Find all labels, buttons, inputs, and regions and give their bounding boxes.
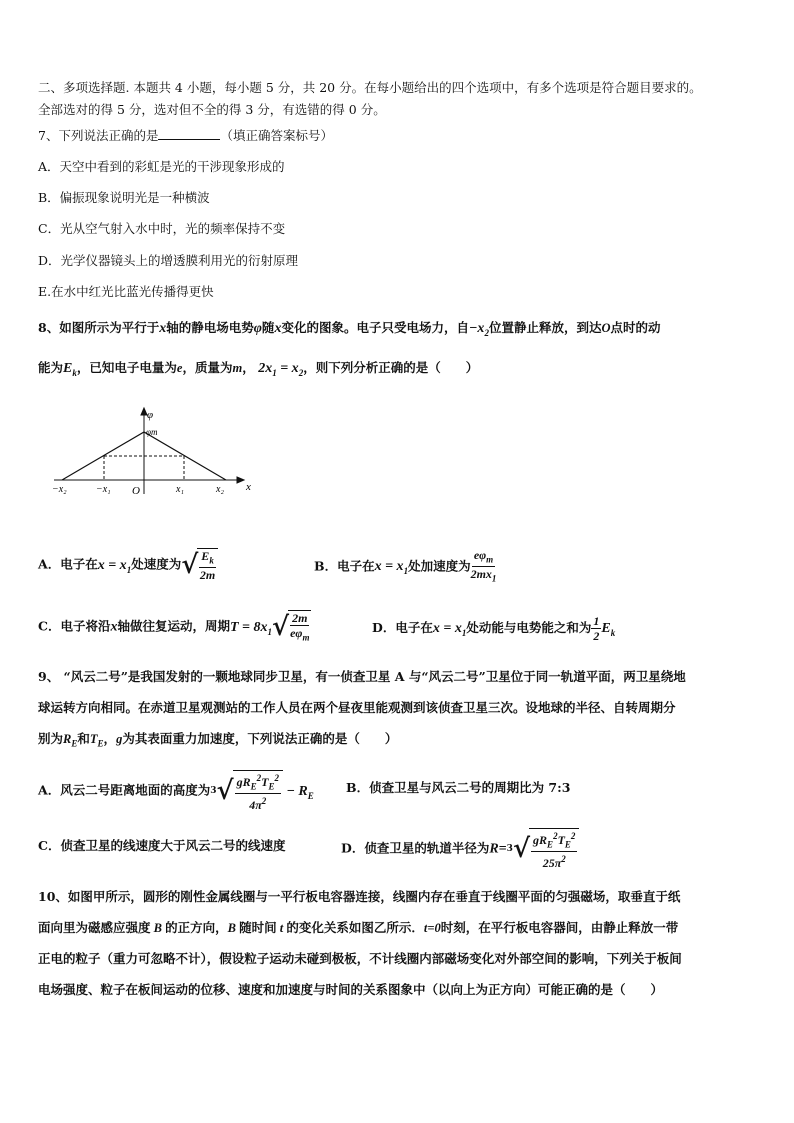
math-b: B	[227, 921, 240, 935]
q9-text: D．侦查卫星的轨道半径为	[341, 840, 490, 856]
math-phi: φ	[253, 321, 262, 336]
q9-line3	[38, 729, 397, 749]
math-ek: $E_k$	[601, 621, 616, 638]
q8-text: 点时的动	[610, 320, 661, 335]
label-neg-x1: −x₁	[96, 484, 111, 495]
q9-option-b: B．侦查卫星与风云二号的周期比为 7:3	[346, 780, 571, 795]
q8-stem-line2	[38, 358, 478, 378]
math-te: $T_E$	[89, 732, 104, 749]
q8-text: D．电子在	[372, 620, 433, 635]
q8-text: ，	[242, 360, 255, 375]
q10-text: 时刻，在平行板电容器间，由静止释放一带	[440, 920, 679, 935]
label-neg-x2: −x₂	[52, 484, 67, 495]
q8-text: ，质量为	[182, 360, 233, 375]
q9-option-d	[341, 828, 579, 870]
label-x2: x₂	[216, 484, 224, 495]
q8-text: ，则下列分析正确的是（ ）	[303, 360, 479, 375]
math-o: O	[601, 321, 611, 335]
q10-text: 面向里为磁感应强度	[38, 920, 151, 935]
q10-line2	[38, 918, 678, 936]
q10-line1: 10、如图甲所示，圆形的刚性金属线圈与一平行板电容器连接，线圈内存在垂直于线圈平面的匀强磁场，取垂直于纸	[38, 889, 681, 904]
math-neg-x2: $-x_2$	[468, 321, 489, 338]
math-relation: $2x_1 = x_2$	[254, 361, 304, 378]
math-period: $T = 8x_1$	[229, 619, 272, 637]
q9-text: ，	[103, 731, 117, 746]
q7-stem-tail: （填正确答案标号）	[220, 128, 333, 143]
q10-text: 的正方向，	[165, 920, 228, 935]
q8-option-c	[38, 610, 311, 644]
q7-option-b: B．偏振现象说明光是一种横波	[38, 190, 210, 205]
q9-text: A．风云二号距离地面的高度为	[38, 782, 211, 798]
q9-line2: 球运转方向相同。在赤道卫星观测站的工作人员在两个昼夜里能观测到该侦查卫星三次。设地球的半径、自转周期分	[38, 700, 676, 715]
q8-text: 变化的图象。电子只受电场力，自	[281, 320, 469, 335]
q8-stem-line1	[38, 318, 661, 338]
label-phim: φm	[146, 427, 158, 437]
math-t0: t=0	[423, 921, 441, 935]
q8-option-a	[38, 548, 218, 582]
math-x-eq-x1: $x = x_1$	[374, 559, 409, 577]
math-b: B	[150, 921, 166, 935]
q8-text: 能为	[38, 360, 64, 375]
math-cube-root-height: 3 √ $\frac{gR_E^2T_E^2}{4\pi^2}$	[210, 770, 283, 812]
q8-text: 处加速度为	[408, 558, 471, 574]
q7-option-a: A．天空中看到的彩虹是光的干涉现象形成的	[38, 159, 285, 174]
math-half: $\frac{1}{2}$	[593, 614, 600, 643]
q8-option-d	[372, 614, 615, 643]
q9-text: 为其表面重力加速度，下列说法正确的是（ ）	[122, 731, 398, 746]
label-origin: O	[132, 485, 140, 497]
q9-option-c: C．侦查卫星的线速度大于风云二号的线速度	[38, 838, 286, 853]
math-cube-root-radius: 3 √ $\frac{gR_E^2T_E^2}{25\pi^2}$	[507, 828, 580, 870]
q8-text: ，已知电子电量为	[76, 360, 177, 375]
q8-text: 8、如图所示为平行于	[38, 320, 160, 335]
section-title-line1: 二、多项选择题. 本题共 4 小题，每小题 5 分，共 20 分。在每小题给出的四个选项中，有多个选项是符合题目要求的。	[38, 80, 702, 95]
math-accel: $\frac{e\varphi_m}{2mx_1}$	[470, 548, 497, 584]
q9-text: 别为	[38, 731, 64, 746]
math-e: e	[176, 361, 183, 375]
math-x: x	[110, 619, 118, 635]
q9-text: 和	[77, 731, 90, 746]
q7-option-e: E.在水中红光比蓝光传播得更快	[38, 284, 214, 299]
q9-option-a	[38, 770, 314, 812]
math-sqrt-ek-2m: √ $\frac{E_k}{2m}$	[181, 548, 218, 582]
potential-graph	[48, 404, 254, 500]
q7-stem-text: 7、下列说法正确的是	[38, 128, 159, 143]
q8-text: 随	[261, 320, 275, 335]
math-t: t	[276, 921, 287, 935]
q10-line4: 电场强度、粒子在板间运动的位移、速度和加速度与时间的关系图象中（以向上为正方向）可能正确的是（ ）	[38, 982, 664, 997]
math-x-eq-x1: $x = x_1$	[432, 621, 467, 638]
section-title-line2: 全部选对的得 5 分，选对但不全的得 3 分，有选错的得 0 分。	[38, 102, 386, 117]
q8-text: C．电子将沿	[38, 618, 111, 634]
q8-text: 轴做往复运动，周期	[117, 618, 230, 634]
q8-text: 处速度为	[131, 556, 182, 572]
math-ek: $E_k$	[63, 361, 77, 378]
math-sqrt-2m-ephim: √ $\frac{2m}{e\varphi_m}$	[272, 611, 310, 643]
q8-text: B．电子在	[314, 558, 375, 574]
math-m: m	[232, 361, 243, 375]
math-x: x	[159, 321, 167, 336]
x-axis-arrow	[237, 477, 244, 483]
q10-line3: 正电的粒子（重力可忽略不计），假设粒子运动未碰到极板，不计线圈内部磁场变化对外部空间的影响，下列关于板间	[38, 951, 682, 966]
math-minus-re: − $R_E$	[282, 783, 314, 801]
math-x-eq-x1: $x = x_1$	[97, 557, 132, 575]
answer-blank[interactable]	[158, 127, 220, 140]
math-g: g	[116, 732, 123, 746]
math-r-eq: R=	[489, 841, 507, 857]
math-re: $R_E$	[63, 732, 78, 749]
label-phi: φ	[147, 409, 154, 421]
q7-stem	[38, 126, 333, 144]
q8-text: 处动能与电势能之和为	[466, 620, 592, 635]
q7-option-c: C．光从空气射入水中时，光的频率保持不变	[38, 221, 286, 236]
math-x: x	[274, 321, 282, 336]
q10-text: 随时间	[239, 920, 277, 935]
q8-text: A．电子在	[38, 556, 98, 572]
q10-text: 的变化关系如图乙所示．	[286, 920, 424, 935]
label-x: x	[246, 481, 251, 493]
q8-text: 轴的静电场电势	[166, 320, 254, 335]
q8-text: 位置静止释放，到达	[488, 320, 602, 335]
q8-option-b	[314, 548, 496, 586]
q9-line1: 9、 “风云二号”是我国发射的一颗地球同步卫星，有一侦查卫星 A 与“风云二号”卫星位于同一轨道平面，两卫星绕地	[38, 669, 686, 684]
q7-option-d: D．光学仪器镜头上的增透膜利用光的衍射原理	[38, 253, 299, 268]
label-x1: x₁	[176, 484, 184, 495]
